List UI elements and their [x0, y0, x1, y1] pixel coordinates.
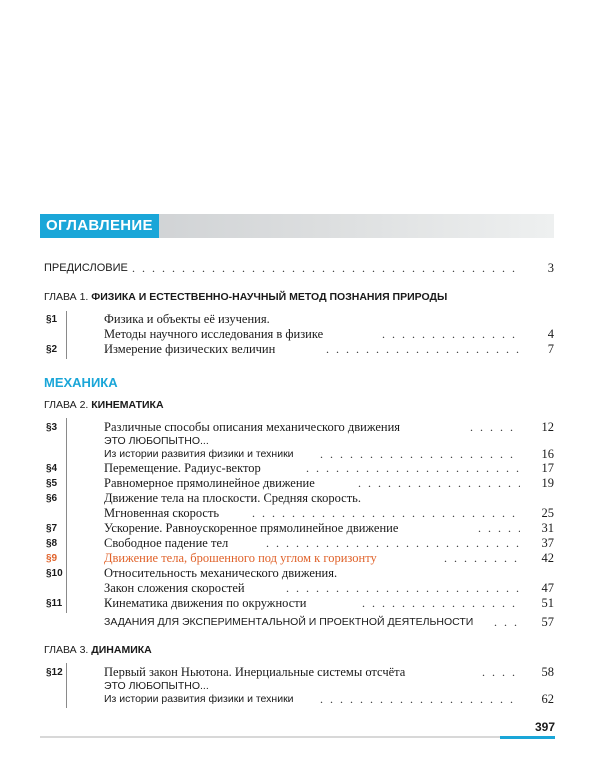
s4-leader — [306, 461, 520, 476]
preface-page: 3 — [547, 261, 554, 275]
s4-title: Перемещение. Радиус-вектор — [104, 461, 261, 475]
s6-title-line1: Движение тела на плоскости. Средняя скорость. — [104, 491, 361, 505]
s1-title-line2: Методы научного исследования в физике — [104, 327, 324, 341]
s11-title: Кинематика движения по окружности — [104, 596, 307, 610]
s6-title-line2: Мгновенная скорость — [104, 506, 220, 520]
s1-leader — [382, 327, 520, 342]
footer-rule — [40, 736, 500, 738]
s10-title-line1: Относительность механического движения. — [104, 566, 338, 580]
s1-number: §1 — [46, 314, 58, 325]
s5-page: 19 — [541, 476, 554, 490]
s8-leader — [266, 536, 520, 551]
curious2-title: ЭТО ЛЮБОПЫТНО... — [104, 680, 209, 692]
curious2-subtitle: Из истории развития физики и техники — [104, 693, 294, 705]
s8-page: 37 — [541, 536, 554, 550]
s6-page: 25 — [541, 506, 554, 520]
chapter2-rule — [66, 418, 67, 613]
s3-leader — [470, 420, 520, 435]
s7-number: §7 — [46, 523, 58, 534]
s7-page: 31 — [541, 521, 554, 535]
s7-leader — [478, 521, 520, 536]
chapter3-title: ДИНАМИКА — [91, 644, 152, 656]
s10-page: 47 — [541, 581, 554, 595]
preface-leader — [132, 261, 522, 276]
s2-page: 7 — [547, 342, 554, 356]
s3-title: Различные способы описания механического движения — [104, 420, 401, 434]
preface-title: ПРЕДИСЛОВИЕ — [44, 262, 128, 274]
s9-leader — [444, 551, 520, 566]
s3-number: §3 — [46, 422, 58, 433]
s8-title: Свободное падение тел — [104, 536, 229, 550]
s11-leader — [362, 596, 520, 611]
s11-number: §11 — [46, 598, 63, 609]
tasks-title: ЗАДАНИЯ ДЛЯ ЭКСПЕРИМЕНТАЛЬНОЙ И ПРОЕКТНОЙ ДЕЯТЕЛЬНОСТИ — [104, 616, 474, 628]
curious1-page: 16 — [541, 447, 554, 461]
s2-title: Измерение физических величин — [104, 342, 276, 356]
chapter3-rule — [66, 663, 67, 708]
s12-title: Первый закон Ньютона. Инерциальные системы отсчёта — [104, 665, 406, 679]
s5-title: Равномерное прямолинейное движение — [104, 476, 315, 490]
s11-page: 51 — [541, 596, 554, 610]
s6-leader — [252, 506, 520, 521]
s6-number: §6 — [46, 493, 58, 504]
chapter2-prefix: ГЛАВА 2. — [44, 399, 89, 411]
chapter1-prefix: ГЛАВА 1. — [44, 291, 89, 303]
chapter3-prefix: ГЛАВА 3. — [44, 644, 89, 656]
tasks-leader — [494, 615, 520, 630]
chapter2-heading — [44, 398, 164, 412]
s5-number: §5 — [46, 478, 58, 489]
s2-leader — [326, 342, 520, 357]
s9-page: 42 — [541, 551, 554, 565]
s12-page: 58 — [541, 665, 554, 679]
s5-leader — [358, 476, 520, 491]
chapter3-heading — [44, 643, 152, 657]
s1-page: 4 — [547, 327, 554, 341]
page-number: 397 — [534, 720, 555, 734]
curious1-title: ЭТО ЛЮБОПЫТНО... — [104, 435, 209, 447]
s9-title: Движение тела, брошенного под углом к горизонту — [104, 551, 377, 565]
s2-number: §2 — [46, 344, 58, 355]
curious1-subtitle: Из истории развития физики и техники — [104, 448, 294, 460]
curious2-leader — [320, 692, 520, 707]
toc-banner — [40, 214, 554, 238]
tasks-page: 57 — [541, 615, 554, 629]
mechanics-title: МЕХАНИКА — [44, 375, 118, 390]
chapter1-rule — [66, 311, 67, 359]
curious1-leader — [320, 447, 520, 462]
footer-accent-bar — [500, 736, 555, 739]
s4-number: §4 — [46, 463, 58, 474]
s10-title-line2: Закон сложения скоростей — [104, 581, 245, 595]
chapter2-title: КИНЕМАТИКА — [91, 399, 164, 411]
s12-leader — [482, 665, 520, 680]
toc-header: ОГЛАВЛЕНИЕ — [40, 214, 159, 238]
s1-title-line1: Физика и объекты её изучения. — [104, 312, 270, 326]
s3-page: 12 — [541, 420, 554, 434]
s10-number: §10 — [46, 568, 63, 579]
s12-number: §12 — [46, 667, 63, 678]
s4-page: 17 — [541, 461, 554, 475]
s9-number: §9 — [46, 553, 58, 564]
s8-number: §8 — [46, 538, 58, 549]
curious2-page: 62 — [541, 692, 554, 706]
chapter1-heading — [44, 290, 447, 304]
s7-title: Ускорение. Равноускоренное прямолинейное движение — [104, 521, 399, 535]
s10-leader — [286, 581, 520, 596]
chapter1-title: ФИЗИКА И ЕСТЕСТВЕННО-НАУЧНЫЙ МЕТОД ПОЗНАНИЯ ПРИРОДЫ — [91, 291, 448, 303]
